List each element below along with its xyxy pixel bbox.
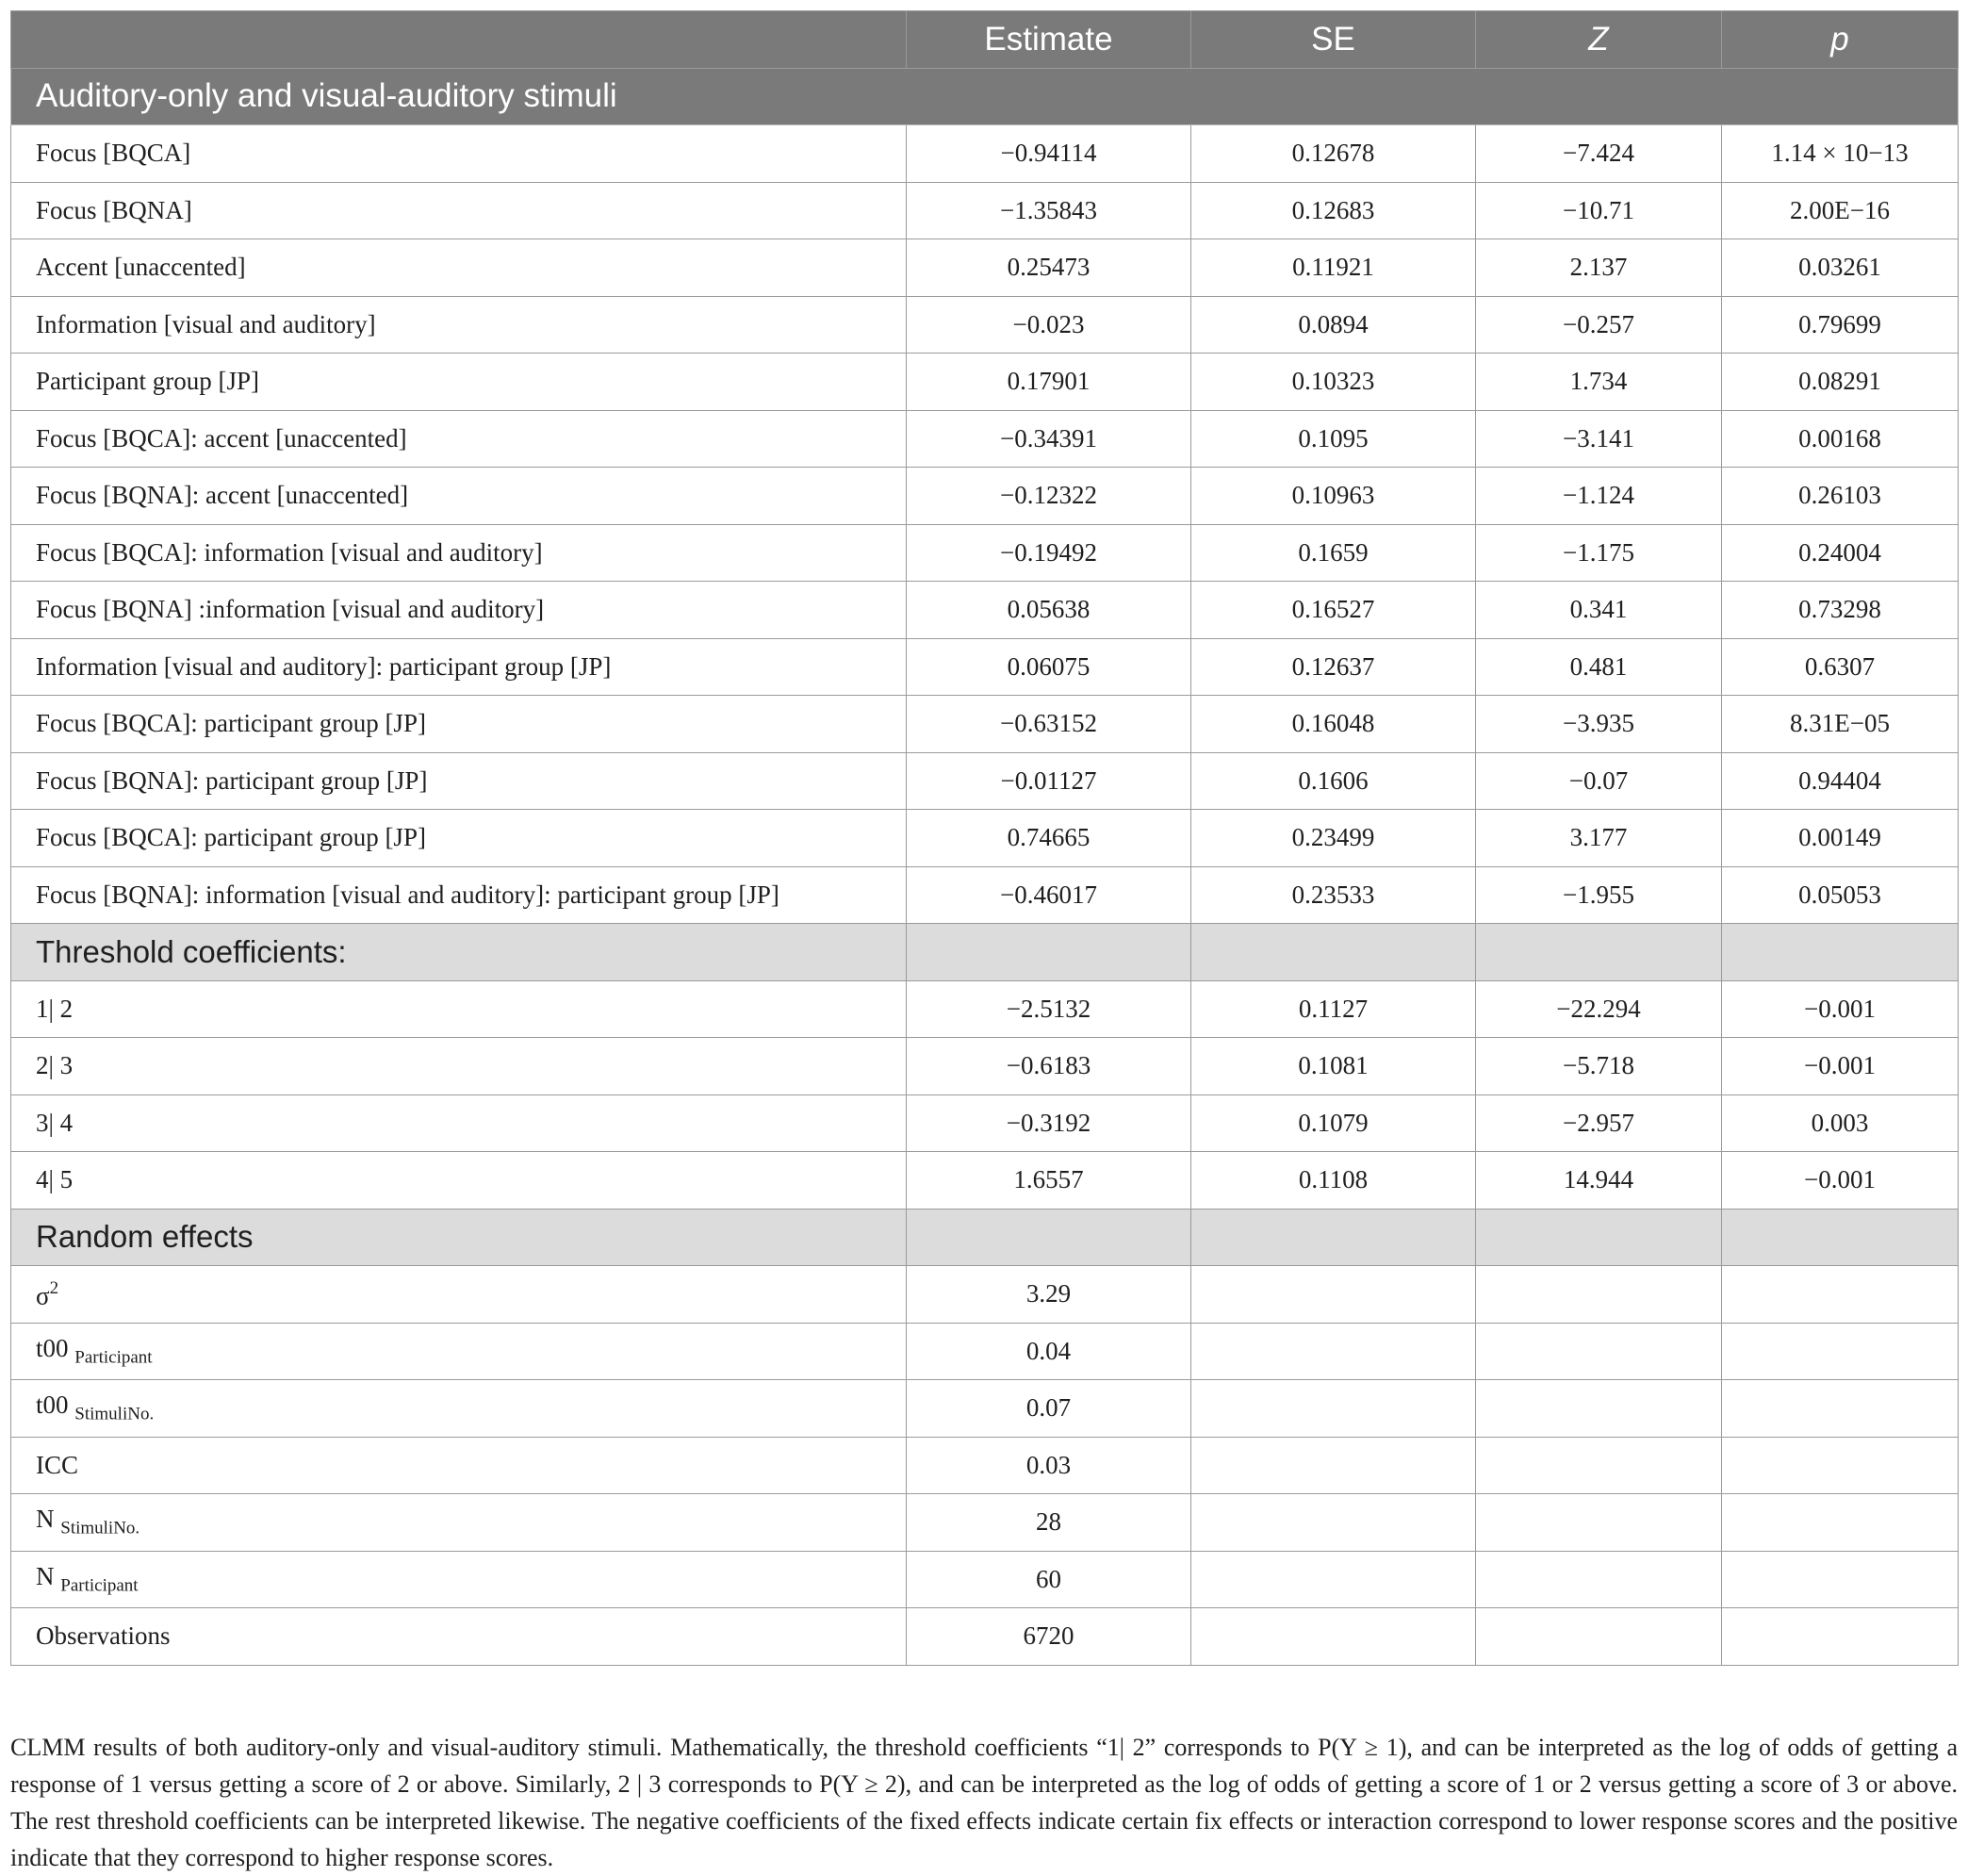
estimate-cell: −0.12322	[907, 468, 1191, 525]
p-cell: 1.14 × 10−13	[1722, 125, 1959, 183]
term-main: ICC	[36, 1450, 79, 1479]
p-cell: 0.79699	[1722, 296, 1959, 354]
term-subscript: StimuliNo.	[60, 1519, 140, 1539]
term-cell: Focus [BQNA]: accent [unaccented]	[11, 468, 907, 525]
table-row	[11, 1437, 1959, 1494]
table-row	[11, 1038, 1959, 1095]
term-cell: Focus [BQCA]: information [visual and auditory]	[11, 524, 907, 582]
section-empty-cell	[1476, 924, 1722, 981]
se-cell: 0.1095	[1191, 410, 1476, 468]
term-subscript: StimuliNo.	[74, 1405, 155, 1425]
section-title: Threshold coefficients:	[11, 924, 907, 981]
term-cell: Information [visual and auditory]: participant group [JP]	[11, 638, 907, 696]
z-cell	[1476, 1608, 1722, 1666]
p-cell: −0.001	[1722, 1152, 1959, 1210]
z-cell	[1476, 1494, 1722, 1552]
estimate-cell: 0.25473	[907, 239, 1191, 297]
estimate-cell: 0.74665	[907, 810, 1191, 867]
p-cell: 0.003	[1722, 1094, 1959, 1152]
table-row	[11, 182, 1959, 239]
p-cell: 0.26103	[1722, 468, 1959, 525]
term-cell: 3| 4	[11, 1094, 907, 1152]
p-cell: 0.08291	[1722, 354, 1959, 411]
z-cell	[1476, 1380, 1722, 1438]
table-row	[11, 468, 1959, 525]
p-cell: 2.00E−16	[1722, 182, 1959, 239]
se-cell: 0.16048	[1191, 696, 1476, 753]
term-cell	[11, 1323, 907, 1380]
term-subscript: Participant	[60, 1575, 139, 1596]
section-title: Random effects	[11, 1209, 907, 1266]
table-row	[11, 980, 1959, 1038]
z-cell: 3.177	[1476, 810, 1722, 867]
estimate-cell: −0.63152	[907, 696, 1191, 753]
se-cell	[1191, 1494, 1476, 1552]
term-cell: Focus [BQNA]	[11, 182, 907, 239]
p-cell: 0.03261	[1722, 239, 1959, 297]
table-row	[11, 866, 1959, 924]
estimate-cell: −0.94114	[907, 125, 1191, 183]
p-cell	[1722, 1266, 1959, 1324]
estimate-cell: 0.04	[907, 1323, 1191, 1380]
table-caption: CLMM results of both auditory-only and visual-auditory stimuli. Mathematically, the threshold coefficients “1| 2” corresponds to P(Y ≥ 1), and can be interpreted as the log of odds of getting a response of 1 versus getting a score of 2 or above. Similarly, 2 | 3 corresponds to P(Y ≥ 2), and can be interpreted as the log of odds of getting a score of 1 or 2 versus getting a score of 3 or above. The rest threshold coefficients can be interpreted likewise. The negative coefficients of the fixed effects indicate certain fix effects or interaction correspond to lower response scores and the positive indicate that they correspond to higher response scores.	[10, 1734, 1958, 1871]
se-cell: 0.10963	[1191, 468, 1476, 525]
header-row	[11, 11, 1959, 69]
p-cell: 0.00168	[1722, 410, 1959, 468]
table-row	[11, 752, 1959, 810]
p-cell: 8.31E−05	[1722, 696, 1959, 753]
z-cell: −22.294	[1476, 980, 1722, 1038]
term-cell: Accent [unaccented]	[11, 239, 907, 297]
term-cell	[11, 1380, 907, 1438]
se-cell	[1191, 1437, 1476, 1494]
table-row	[11, 1551, 1959, 1608]
estimate-cell: 6720	[907, 1608, 1191, 1666]
z-cell: −0.07	[1476, 752, 1722, 810]
estimate-cell: 0.17901	[907, 354, 1191, 411]
z-cell: −1.175	[1476, 524, 1722, 582]
z-cell	[1476, 1551, 1722, 1608]
term-main: t00	[36, 1333, 69, 1362]
estimate-cell: 1.6557	[907, 1152, 1191, 1210]
term-cell: 1| 2	[11, 980, 907, 1038]
se-cell: 0.1081	[1191, 1038, 1476, 1095]
table-row	[11, 810, 1959, 867]
term-cell: Focus [BQNA]: information [visual and auditory]: participant group [JP]	[11, 866, 907, 924]
section-threshold-coefficients	[11, 924, 1959, 981]
se-cell	[1191, 1380, 1476, 1438]
p-cell: −0.001	[1722, 1038, 1959, 1095]
estimate-cell: −0.19492	[907, 524, 1191, 582]
term-cell: Focus [BQCA]: participant group [JP]	[11, 696, 907, 753]
p-cell: 0.73298	[1722, 582, 1959, 639]
term-main: N	[36, 1505, 55, 1534]
term-cell: Focus [BQCA]: accent [unaccented]	[11, 410, 907, 468]
section-empty-cell	[1476, 1209, 1722, 1266]
estimate-cell: −2.5132	[907, 980, 1191, 1038]
estimate-cell: 0.06075	[907, 638, 1191, 696]
se-cell: 0.12683	[1191, 182, 1476, 239]
table-row	[11, 354, 1959, 411]
term-cell	[11, 1551, 907, 1608]
z-cell: 0.481	[1476, 638, 1722, 696]
p-cell	[1722, 1437, 1959, 1494]
header-term	[11, 11, 907, 69]
table-row	[11, 410, 1959, 468]
term-cell: Information [visual and auditory]	[11, 296, 907, 354]
estimate-cell: −0.3192	[907, 1094, 1191, 1152]
z-cell: −1.955	[1476, 866, 1722, 924]
table-body	[11, 68, 1959, 1665]
term-cell: Focus [BQNA]: participant group [JP]	[11, 752, 907, 810]
section-random-effects	[11, 1209, 1959, 1266]
se-cell	[1191, 1323, 1476, 1380]
section-title: Auditory-only and visual-auditory stimuli	[11, 68, 1959, 125]
term-main: σ	[36, 1280, 50, 1309]
header-p: p	[1722, 11, 1959, 69]
section-empty-cell	[907, 1209, 1191, 1266]
table-row	[11, 1323, 1959, 1380]
estimate-cell: 28	[907, 1494, 1191, 1552]
term-main: Observations	[36, 1621, 171, 1651]
table-row	[11, 1266, 1959, 1324]
p-cell	[1722, 1323, 1959, 1380]
estimate-cell: 60	[907, 1551, 1191, 1608]
results-table-container	[10, 10, 1958, 1666]
se-cell: 0.10323	[1191, 354, 1476, 411]
estimate-cell: −0.023	[907, 296, 1191, 354]
table-row	[11, 1152, 1959, 1210]
p-cell: 0.05053	[1722, 866, 1959, 924]
z-cell: 0.341	[1476, 582, 1722, 639]
term-cell	[11, 1494, 907, 1552]
term-subscript: Participant	[74, 1347, 153, 1368]
p-cell	[1722, 1494, 1959, 1552]
p-cell: 0.94404	[1722, 752, 1959, 810]
z-cell: −3.935	[1476, 696, 1722, 753]
clmm-results-table	[10, 10, 1959, 1666]
se-cell: 0.1659	[1191, 524, 1476, 582]
se-cell: 0.12678	[1191, 125, 1476, 183]
term-main: N	[36, 1561, 55, 1590]
section-empty-cell	[1191, 924, 1476, 981]
table-row	[11, 239, 1959, 297]
estimate-cell: 3.29	[907, 1266, 1191, 1324]
z-cell: −3.141	[1476, 410, 1722, 468]
term-cell: Focus [BQCA]	[11, 125, 907, 183]
se-cell: 0.16527	[1191, 582, 1476, 639]
term-cell	[11, 1437, 907, 1494]
term-cell	[11, 1608, 907, 1666]
term-cell: 2| 3	[11, 1038, 907, 1095]
estimate-cell: 0.03	[907, 1437, 1191, 1494]
term-superscript: 2	[49, 1277, 59, 1298]
estimate-cell: −1.35843	[907, 182, 1191, 239]
estimate-cell: −0.6183	[907, 1038, 1191, 1095]
estimate-cell: −0.34391	[907, 410, 1191, 468]
se-cell	[1191, 1608, 1476, 1666]
header-estimate: Estimate	[907, 11, 1191, 69]
p-cell	[1722, 1380, 1959, 1438]
table-row	[11, 696, 1959, 753]
section-empty-cell	[1722, 1209, 1959, 1266]
section-fixed-effects	[11, 68, 1959, 125]
header-z: Z	[1476, 11, 1722, 69]
header-se: SE	[1191, 11, 1476, 69]
estimate-cell: −0.01127	[907, 752, 1191, 810]
z-cell: −7.424	[1476, 125, 1722, 183]
z-cell: −1.124	[1476, 468, 1722, 525]
estimate-cell: −0.46017	[907, 866, 1191, 924]
table-row	[11, 1608, 1959, 1666]
se-cell: 0.1606	[1191, 752, 1476, 810]
section-empty-cell	[907, 924, 1191, 981]
se-cell: 0.23499	[1191, 810, 1476, 867]
z-cell: 1.734	[1476, 354, 1722, 411]
estimate-cell: 0.05638	[907, 582, 1191, 639]
p-cell	[1722, 1551, 1959, 1608]
p-cell	[1722, 1608, 1959, 1666]
term-cell: Participant group [JP]	[11, 354, 907, 411]
se-cell: 0.1108	[1191, 1152, 1476, 1210]
term-cell: Focus [BQCA]: participant group [JP]	[11, 810, 907, 867]
z-cell	[1476, 1437, 1722, 1494]
table-row	[11, 1494, 1959, 1552]
table-row	[11, 125, 1959, 183]
se-cell	[1191, 1551, 1476, 1608]
table-row	[11, 1380, 1959, 1438]
term-cell: 4| 5	[11, 1152, 907, 1210]
table-row	[11, 296, 1959, 354]
z-cell: −5.718	[1476, 1038, 1722, 1095]
z-cell: 14.944	[1476, 1152, 1722, 1210]
z-cell	[1476, 1323, 1722, 1380]
p-cell: 0.24004	[1722, 524, 1959, 582]
se-cell: 0.1127	[1191, 980, 1476, 1038]
term-cell: Focus [BQNA] :information [visual and auditory]	[11, 582, 907, 639]
se-cell	[1191, 1266, 1476, 1324]
se-cell: 0.23533	[1191, 866, 1476, 924]
se-cell: 0.12637	[1191, 638, 1476, 696]
z-cell: −0.257	[1476, 296, 1722, 354]
p-cell: −0.001	[1722, 980, 1959, 1038]
table-row	[11, 638, 1959, 696]
term-cell	[11, 1266, 907, 1324]
z-cell: 2.137	[1476, 239, 1722, 297]
table-row	[11, 524, 1959, 582]
p-cell: 0.00149	[1722, 810, 1959, 867]
section-empty-cell	[1722, 924, 1959, 981]
estimate-cell: 0.07	[907, 1380, 1191, 1438]
section-empty-cell	[1191, 1209, 1476, 1266]
se-cell: 0.0894	[1191, 296, 1476, 354]
table-row	[11, 1094, 1959, 1152]
table-row	[11, 582, 1959, 639]
se-cell: 0.1079	[1191, 1094, 1476, 1152]
term-main: t00	[36, 1391, 69, 1420]
z-cell: −2.957	[1476, 1094, 1722, 1152]
se-cell: 0.11921	[1191, 239, 1476, 297]
z-cell	[1476, 1266, 1722, 1324]
z-cell: −10.71	[1476, 182, 1722, 239]
p-cell: 0.6307	[1722, 638, 1959, 696]
